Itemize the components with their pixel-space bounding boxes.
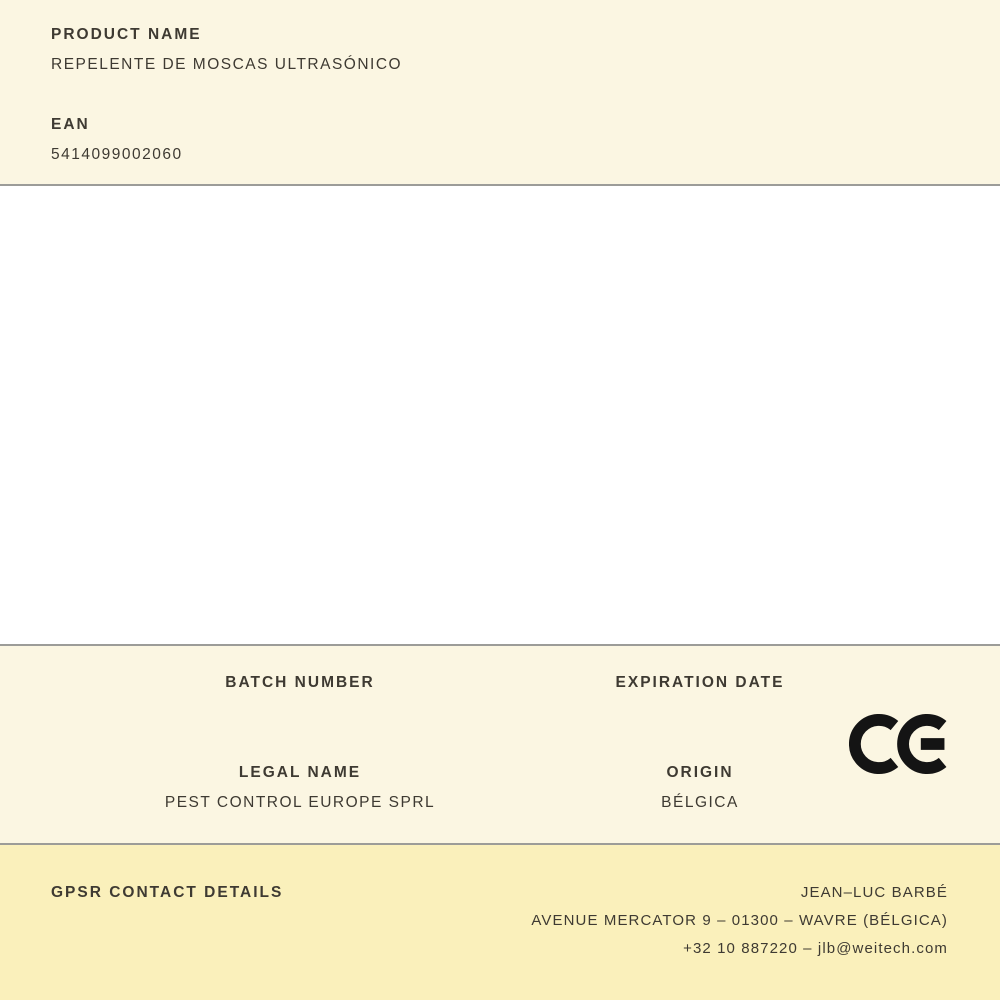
ean-field: [51, 110, 949, 170]
contact-person-name: JEAN–LUC BARBÉ: [800, 884, 948, 901]
batch-info-section: [0, 646, 1000, 845]
gpsr-contact-details: [531, 879, 948, 963]
batch-left-column: [100, 668, 500, 818]
blank-image-area: [0, 186, 1000, 646]
expiration-date-value-area: [500, 698, 900, 758]
contact-phone-email: +32 10 887220 – jlb@weitech.com: [683, 940, 948, 957]
legal-name-value: PEST CONTROL EUROPE SPRL: [164, 794, 436, 811]
legal-name-label: LEGAL NAME: [238, 764, 362, 781]
batch-right-column: [500, 668, 900, 818]
product-name-label: PRODUCT NAME: [51, 26, 202, 43]
ean-label: EAN: [51, 116, 90, 133]
product-info-section: [0, 0, 1000, 186]
origin-label: ORIGIN: [666, 764, 734, 781]
product-name-value: REPELENTE DE MOSCAS ULTRASÓNICO: [51, 56, 403, 73]
gpsr-contact-section: [0, 845, 1000, 1000]
batch-number-value-area: [100, 698, 500, 758]
origin-value: BÉLGICA: [661, 794, 739, 811]
ce-mark-icon: [849, 712, 949, 776]
gpsr-contact-label: GPSR CONTACT DETAILS: [51, 884, 284, 901]
product-name-field: [51, 20, 949, 80]
batch-number-label: BATCH NUMBER: [225, 674, 375, 691]
contact-address: AVENUE MERCATOR 9 – 01300 – WAVRE (BÉLGICA): [531, 912, 948, 929]
expiration-date-label: EXPIRATION DATE: [615, 674, 785, 691]
ean-value: 5414099002060: [51, 146, 183, 163]
